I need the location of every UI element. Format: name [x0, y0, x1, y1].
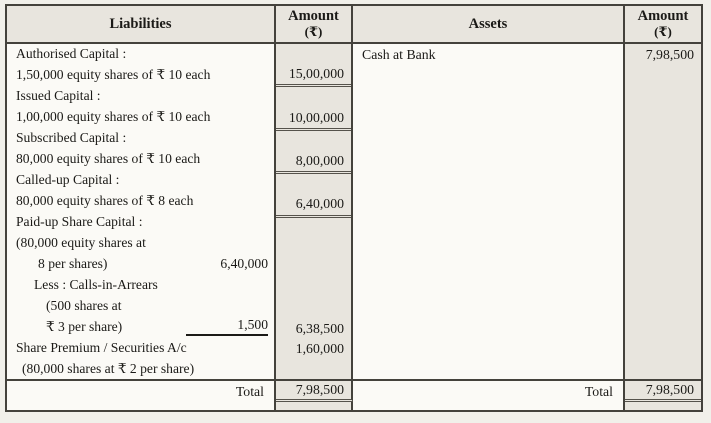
liability-row [7, 212, 274, 233]
currency-symbol-label: (₹) [304, 24, 323, 39]
liabilities-header-label: Liabilities [109, 16, 172, 32]
strip-cell [276, 402, 353, 410]
amount-value: 15,00,000 [288, 66, 344, 82]
liabilities-amount-column [276, 44, 353, 379]
amount-cell [276, 238, 351, 258]
amount-value: 7,98,500 [645, 46, 694, 62]
assets-column [353, 44, 625, 379]
amount-cell [276, 174, 351, 194]
liability-row [7, 149, 274, 170]
header-cell-assets [353, 6, 625, 42]
liability-text: (500 shares at [46, 297, 122, 313]
liability-row [7, 295, 274, 316]
liability-text: Called-up Capital : [16, 172, 120, 188]
liability-text: 1,50,000 equity shares of ₹ 10 each [16, 67, 211, 83]
amount-cell [276, 359, 351, 379]
liability-text: 1,00,000 equity shares of ₹ 10 each [16, 109, 211, 125]
amount-header-label: Amount [288, 8, 339, 24]
amount-cell [276, 298, 351, 318]
assets-total-label-cell [353, 381, 625, 402]
assets-total-amount-cell [625, 381, 701, 402]
amount-cell [276, 194, 351, 217]
header-cell-amount-left [276, 6, 353, 42]
header-cell-amount-right [625, 6, 701, 42]
amount-value: 10,00,000 [288, 109, 344, 125]
amount-cell [276, 64, 351, 87]
amount-cell [276, 339, 351, 359]
amount-cell [276, 87, 351, 107]
liability-text: ₹ 3 per share) [46, 318, 123, 334]
amount-cell [276, 131, 351, 151]
liability-text: Issued Capital : [16, 88, 101, 104]
liability-row [7, 86, 274, 107]
liability-text: Subscribed Capital : [16, 130, 127, 146]
liability-text: Share Premium / Securities A/c [16, 339, 187, 355]
liability-row [7, 128, 274, 149]
currency-symbol-label: (₹) [654, 24, 672, 39]
amount-cell [276, 278, 351, 298]
liability-row [7, 358, 274, 379]
strip-cell [353, 402, 625, 410]
total-value: 7,98,500 [295, 382, 344, 397]
liability-row [7, 337, 274, 358]
liabilities-column [7, 44, 276, 379]
strip-cell [7, 402, 276, 410]
amount-cell [276, 108, 351, 131]
liability-row [7, 65, 274, 86]
liability-text: 8 per shares) [38, 255, 108, 271]
liability-row [7, 170, 274, 191]
liability-text: Paid-up Share Capital : [16, 213, 143, 229]
amount-value: 6,40,000 [295, 196, 344, 212]
header-cell-liabilities [7, 6, 276, 42]
amount-cell [276, 318, 351, 338]
liability-row [7, 107, 274, 128]
liability-text: Less : Calls-in-Arrears [34, 276, 158, 292]
liability-text: 80,000 equity shares of ₹ 8 each [16, 193, 194, 209]
liability-text: (80,000 equity shares at [16, 234, 146, 250]
total-value: 7,98,500 [645, 382, 694, 397]
liability-row [7, 274, 274, 295]
liability-text: (80,000 shares at ₹ 2 per share) [22, 360, 195, 376]
amount-cell [625, 44, 701, 65]
strip-cell [625, 402, 701, 410]
assets-amount-column [625, 44, 701, 379]
liability-text: 80,000 equity shares of ₹ 10 each [16, 151, 201, 167]
liability-row [7, 44, 274, 65]
amount-cell [276, 258, 351, 278]
balance-sheet-table [5, 4, 703, 412]
amount-value: 8,00,000 [295, 153, 344, 169]
amount-header-label: Amount [637, 8, 689, 24]
table-header-row [7, 6, 701, 44]
assets-header-label: Assets [468, 16, 508, 32]
asset-row [353, 44, 623, 65]
asset-text: Cash at Bank [362, 46, 436, 62]
amount-value: 1,60,000 [295, 340, 344, 356]
total-row [7, 379, 701, 402]
liability-row [7, 191, 274, 212]
liability-row [7, 316, 274, 337]
liability-text: Authorised Capital : [16, 46, 127, 62]
amount-cell [276, 151, 351, 174]
inner-amount-underlined: 1,500 [186, 317, 268, 336]
total-label: Total [584, 383, 613, 399]
table-body [7, 44, 701, 379]
amount-cell [276, 218, 351, 238]
amount-value: 6,38,500 [295, 320, 344, 336]
inner-amount: 6,40,000 [220, 255, 268, 271]
bottom-strip [7, 402, 701, 410]
amount-cell [276, 44, 351, 64]
liabilities-total-label-cell [7, 381, 276, 402]
liability-row [7, 232, 274, 253]
total-label: Total [235, 383, 264, 399]
liabilities-total-amount-cell [276, 381, 353, 402]
liability-row [7, 253, 274, 274]
